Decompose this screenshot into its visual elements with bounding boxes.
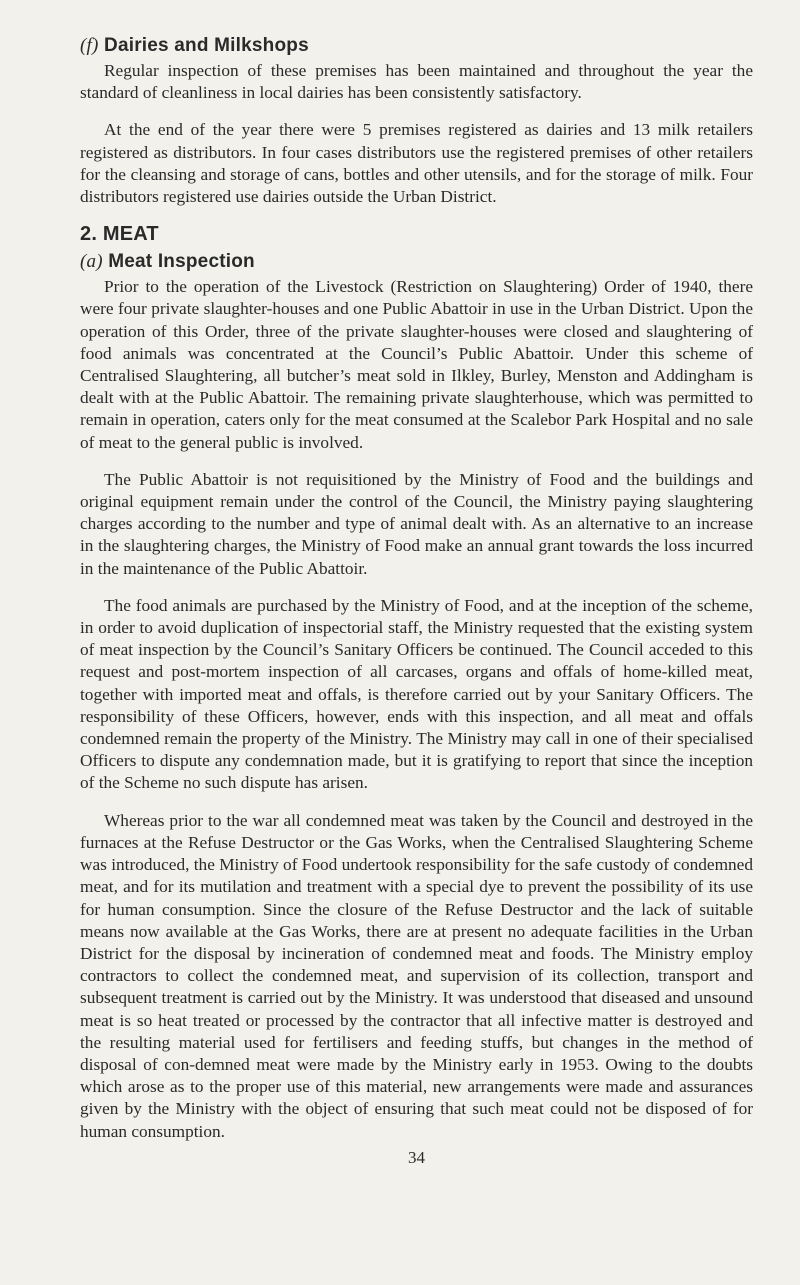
section-a-heading [80, 250, 753, 274]
section-a-paragraph-3: The food animals are purchased by the Ministry of Food, and at the inception of the scheme, in order to avoid duplication of inspectorial staff, the Ministry requested that the existing system of meat inspection by the Council’s Sanitary Officers be continued. The Council acceded to this request and post-mortem inspection of all carcases, organs and offals of home-killed meat, together with imported meat and offals, is therefore carried out by your Sanitary Officers. The responsibility of these Officers, however, ends with this inspection, and all meat and offals condemned remain the property of the Ministry. The Ministry may call in one of their specialised Officers to dispute any condemnation made, but it is gratifying to report that since the inception of the Scheme no such dispute has arisen. [80, 595, 753, 793]
document-page [80, 34, 753, 1169]
section-2-heading [80, 222, 753, 246]
section-a-paragraph-4: Whereas prior to the war all condemned meat was taken by the Council and destroyed in the furnaces at the Refuse Destructor or the Gas Works, when the Centralised Slaughtering Scheme was introduced, the Ministry of Food undertook responsibility for the safe custody of condemned meat, and for its mutilation and treatment with a special dye to prevent the possibility of its use for human consumption. Since the closure of the Refuse Destructor and the lack of suitable means now available at the Gas Works, there are at present no adequate facilities in the Urban District for the disposal by incineration of condemned meat and foods. The Ministry employ contractors to collect the condemned meat, and supervision of its collection, transport and subsequent treatment is carried out by the Ministry. It was understood that diseased and unsound meat is so heat treated or processed by the contractor that all infective matter is destroyed and the resulting material used for fertilisers and feeding stuffs, but changes in the method of disposal of con-demned meat were made by the Ministry early in 1953. Owing to the doubts which arose as to the proper use of this material, new arrangements were made and assurances given by the Ministry with the object of ensuring that such meat could not be disposed of for human consumption. [80, 810, 753, 1141]
section-a-paragraph-2: The Public Abattoir is not requisitioned by the Ministry of Food and the buildings and original equipment remain under the control of the Council, the Ministry paying slaughtering charges according to the number and type of animal dealt with. As an alternative to an increase in the slaughtering charges, the Ministry of Food make an annual grant towards the loss incurred in the maintenance of the Public Abattoir. [80, 469, 753, 578]
section-a-marker: (a) [80, 251, 103, 273]
section-2-number: 2. [80, 223, 98, 246]
section-f-title: Dairies and Milkshops [104, 35, 309, 56]
section-f-heading [80, 34, 753, 58]
section-2-title: MEAT [102, 223, 159, 246]
section-f-paragraph-1: Regular inspection of these premises has been maintained and throughout the year the standard of cleanliness in local dairies has been consistently satisfactory. [80, 61, 753, 103]
section-f-marker: (f) [80, 35, 99, 56]
section-a-paragraph-1: Prior to the operation of the Livestock (Restriction on Slaughtering) Order of 1940, there were four private slaughter-houses and one Public Abattoir in use in the Urban District. Upon the operation of this Order, three of the private slaughter-houses were closed and slaughtering of food animals was concentrated at the Council’s Public Abattoir. Under this scheme of Centralised Slaughtering, all butcher’s meat sold in Ilkley, Burley, Menston and Addingham is dealt with at the Public Abattoir. The remaining private slaughterhouse, which was permitted to remain in operation, caters only for the meat consumed at the Scalebor Park Hospital and no sale of meat to the general public is involved. [80, 277, 753, 452]
page-number: 34 [408, 1147, 425, 1167]
section-f-paragraph-2: At the end of the year there were 5 premises registered as dairies and 13 milk retailers registered as distributors. In four cases distributors use the registered premises of other retailers for the cleansing and storage of cans, bottles and other utensils, and for the storage of milk. Four distributors registered use dairies outside the Urban District. [80, 120, 753, 207]
section-a-title: Meat Inspection [108, 251, 255, 273]
